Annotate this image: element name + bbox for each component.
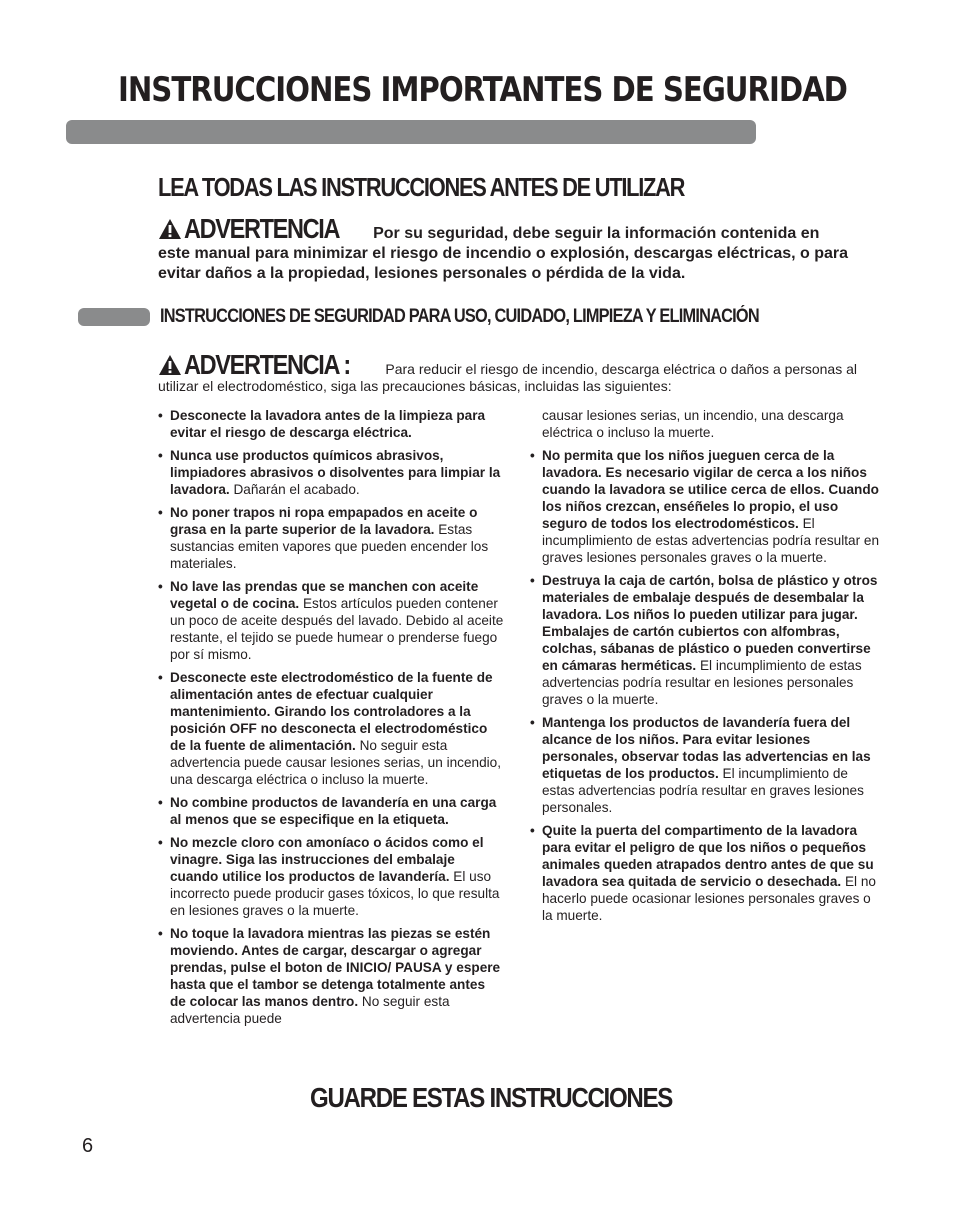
list-item: • Desconecte la lavadora antes de la limpieza para evitar el riesgo de descarga eléctrica. xyxy=(158,408,486,440)
list-item-continuation: causar lesiones serias, un incendio, una descarga eléctrica o incluso la muerte. xyxy=(542,408,844,440)
left-column xyxy=(158,407,504,1033)
list-item: • No mezcle cloro con amoníaco o ácidos como el vinagre. Siga las instrucciones del embalaje cuando utilice los productos de lavandería. El uso incorrecto puede producir gases tóxicos, lo que resulta en lesiones graves o la muerte. xyxy=(158,835,500,918)
section-title: INSTRUCCIONES DE SEGURIDAD PARA USO, CUIDADO, LIMPIEZA Y ELIMINACIÓN xyxy=(160,306,759,327)
warning-triangle-icon xyxy=(158,218,182,240)
list-item: • Nunca use productos químicos abrasivos, limpiadores abrasivos o disolventes para limpiar la lavadora. Dañarán el acabado. xyxy=(158,448,501,497)
list-item: • No lave las prendas que se manchen con aceite vegetal o de cocina. Estos artículos pueden contener un poco de aceite después del lavado. Debido al aceite restante, el tejido se puede humear o prenderse fuego por sí mismo. xyxy=(158,579,504,662)
warning-block-general xyxy=(158,213,878,284)
list-item: • No permita que los niños jueguen cerca de la lavadora. Es necesario vigilar de cerca a los niños cuando la lavadora se utilice cerca de ellos. Cuando los niños crezcan, enséñeles lo propio, el uso seguro de todos los electrodomésticos. El incumplimiento de estas advertencias podría resultar en graves lesiones personales graves o la muerte. xyxy=(530,448,880,565)
warning-text-lead: Por su seguridad, debe seguir la información contenida en xyxy=(373,225,820,242)
right-column xyxy=(530,407,880,930)
warning-triangle-icon xyxy=(158,354,182,376)
list-item: • Destruya la caja de cartón, bolsa de plástico y otros materiales de embalaje después de desembalar la lavadora. Los niños lo pueden utilizar para jugar. Embalajes de cartón cubiertos con alfombras, colchas, sábanas de plástico o pueden convertirse en cámaras herméticas. El incumplimiento de estas advertencias podría resultar en lesiones personales graves o la muerte. xyxy=(530,573,878,707)
list-item: • No combine productos de lavandería en una carga al menos que se especifique en la etiqueta. xyxy=(158,795,497,827)
list-item: • Desconecte este electrodoméstico de la fuente de alimentación antes de efectuar cualquier mantenimiento. Girando los controladores a la posición OFF no desconecta el electrodoméstico de la fuente de alimentación. No seguir esta advertencia puede causar lesiones serias, un incendio, una descarga eléctrica o incluso la muerte. xyxy=(158,670,501,787)
list-item: • Mantenga los productos de lavandería fuera del alcance de los niños. Para evitar lesiones personales, observar todas las advertencias en las etiquetas de los productos. El incumplimiento de estas advertencias podría resultar en graves lesiones personales. xyxy=(530,715,871,815)
read-all-heading: LEA TODAS LAS INSTRUCCIONES ANTES DE UTILIZAR xyxy=(158,172,685,202)
warning-label: ADVERTENCIA xyxy=(184,213,340,244)
page-number: 6 xyxy=(82,1135,94,1157)
warning-text: este manual para minimizar el riesgo de incendio o explosión, descargas eléctricas, o para evitar daños a la propiedad, lesiones personales o pérdida de la vida. xyxy=(158,245,849,282)
warning-block-precautions xyxy=(158,349,878,395)
list-item: • No poner trapos ni ropa empapados en aceite o grasa en la parte superior de la lavadora. Estas sustancias emiten vapores que pueden encender los materiales. xyxy=(158,505,489,571)
save-instructions-heading: GUARDE ESTAS INSTRUCCIONES xyxy=(310,1082,673,1113)
warning-text: Para reducir el riesgo de incendio, descarga eléctrica o daños a personas al utilizar el electrodoméstico, siga las precauciones básicas, incluidas las siguientes: xyxy=(158,361,858,394)
list-item: • No toque la lavadora mientras las piezas se estén moviendo. Antes de cargar, descargar o agregar prendas, pulse el boton de INICIO/ PAUSA y espere hasta que el tambor se detenga totalmente antes de colocar las manos dentro. No seguir esta advertencia puede xyxy=(158,926,501,1026)
title-divider-bar xyxy=(66,120,756,144)
page-title: INSTRUCCIONES IMPORTANTES DE SEGURIDAD xyxy=(118,70,847,110)
list-item: • Quite la puerta del compartimento de la lavadora para evitar el peligro de que los niños o pequeños animales queden atrapados dentro antes de que su lavadora sea quitada de servicio o desechada. El no hacerlo puede ocasionar lesiones personales graves o la muerte. xyxy=(530,823,876,923)
warning-label: ADVERTENCIA : xyxy=(184,349,350,380)
section-marker-bar xyxy=(78,308,150,326)
